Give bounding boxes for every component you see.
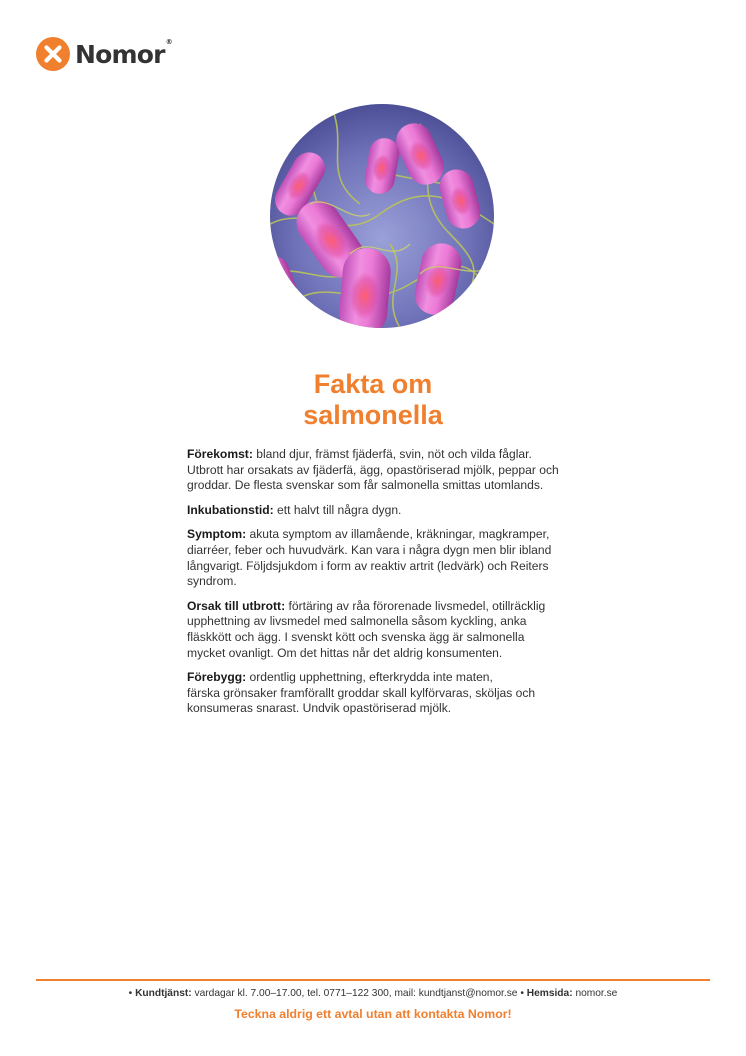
- section-text: ordentlig upphettning, efterkrydda inte maten,: [249, 670, 493, 685]
- section-label: Orsak till utbrott:: [187, 598, 286, 613]
- title-line-2: salmonella: [303, 400, 443, 430]
- section-text: upphettning av livsmedel med salmonella såsom kyckling, anka: [187, 614, 527, 629]
- footer-contact: [0, 988, 746, 999]
- footer-divider: [36, 979, 710, 981]
- section-text: bland djur, främst fjäderfä, svin, nöt och vilda fåglar.: [256, 447, 532, 461]
- section-label: Inkubationstid:: [187, 502, 274, 517]
- section-text: syndrom.: [187, 574, 237, 589]
- page-title: [0, 369, 746, 431]
- fact-content: [187, 447, 567, 726]
- website-label: Hemsida:: [526, 988, 573, 999]
- section-symptom: [187, 527, 567, 589]
- website-link[interactable]: nomor.se: [575, 988, 618, 999]
- service-label: Kundtjänst:: [135, 988, 192, 999]
- section-forekomst: [187, 447, 567, 494]
- section-text: diarréer, feber och huvudvärk. Kan vara i några dygn men blir ibland: [187, 542, 552, 557]
- section-text: ett halvt till några dygn.: [277, 502, 402, 517]
- section-text: färska grönsaker framförallt groddar skall kylförvaras, sköljas och: [187, 685, 536, 700]
- section-label: Förebygg:: [187, 670, 247, 685]
- nomor-x-icon: [36, 37, 70, 71]
- service-text[interactable]: vardagar kl. 7.00–17.00, tel. 0771–122 300, mail: kundtjanst@nomor.se: [194, 988, 518, 999]
- section-text: förtäring av råa förorenade livsmedel, otillräcklig: [288, 598, 546, 613]
- section-text: Utbrott har orsakats av fjäderfä, ägg, opastöriserad mjölk, peppar och: [187, 462, 559, 477]
- brand-name: Nomor®: [75, 37, 172, 69]
- section-orsak: [187, 599, 567, 661]
- section-label: Symptom:: [187, 527, 247, 542]
- section-text: fläskkött och ägg. I svenskt kött och svenska ägg är salmonella: [187, 629, 525, 644]
- brand-logo: [36, 37, 172, 71]
- footer-cta: Teckna aldrig ett avtal utan att kontakta Nomor!: [234, 1007, 512, 1021]
- bacteria-image: [270, 104, 494, 328]
- section-text: konsumeras snarast. Undvik opastöriserad mjölk.: [187, 701, 452, 716]
- section-text: långvarigt. Följdsjukdom i form av reaktiv artrit (ledvärk) och Reiters: [187, 558, 549, 573]
- section-label: Förekomst:: [187, 447, 253, 461]
- section-text: akuta symptom av illamående, kräkningar, magkramper,: [249, 527, 550, 542]
- registered-mark: ®: [165, 37, 172, 46]
- bullet: •: [520, 988, 524, 999]
- section-forebygg: [187, 670, 567, 717]
- section-text: groddar. De flesta svenskar som får salmonella smittas utomlands.: [187, 478, 544, 493]
- title-line-1: Fakta om: [313, 369, 433, 399]
- bullet: •: [128, 988, 133, 999]
- section-inkubationstid: [187, 503, 567, 519]
- section-text: mycket ovanligt. Om det hittas når det aldrig konsumenten.: [187, 645, 503, 660]
